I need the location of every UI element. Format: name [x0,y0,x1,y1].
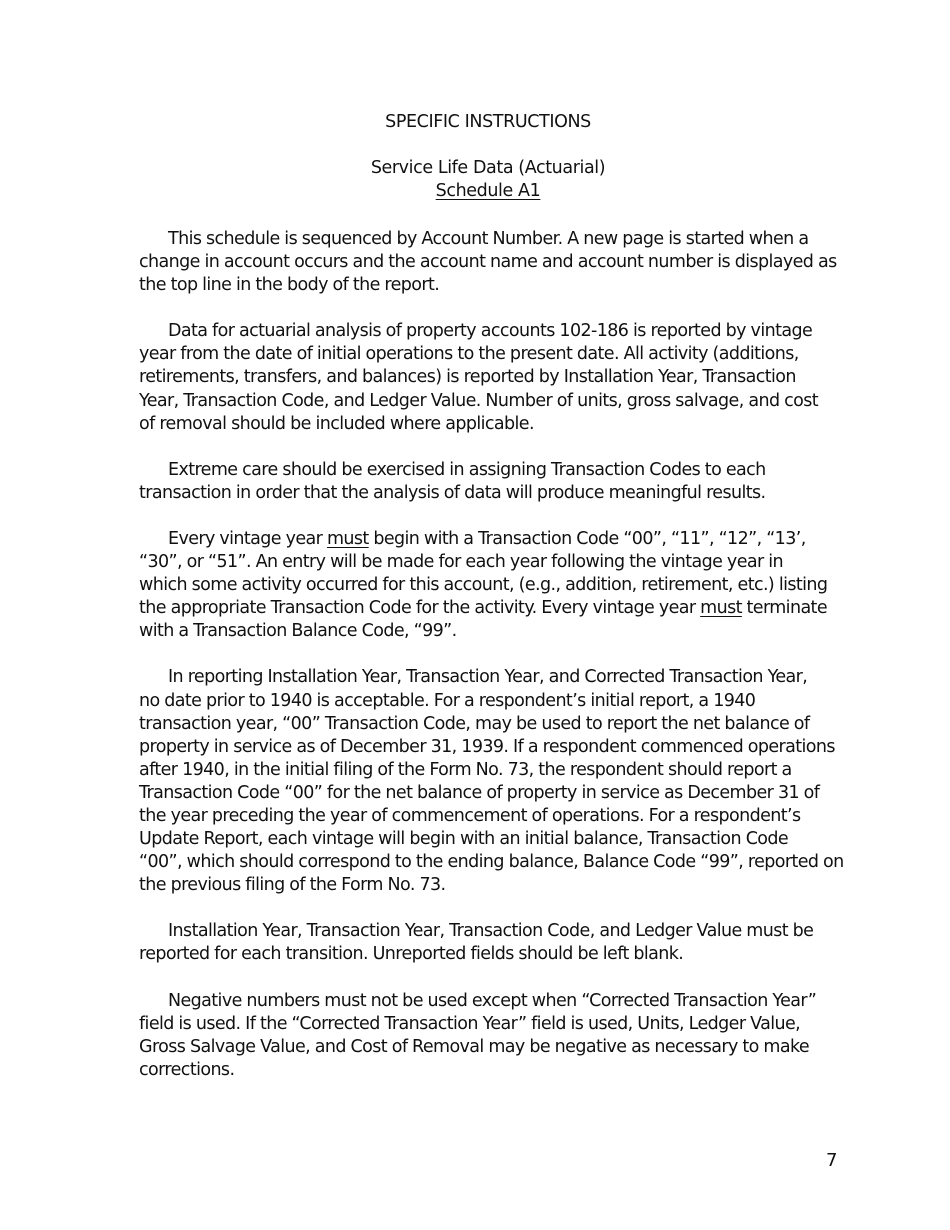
paragraph-line: This schedule is sequenced by Account Number. A new page is started when a [168,229,809,249]
paragraph-line: transaction in order that the analysis of data will produce meaningful results. [139,482,766,503]
paragraph-line: the top line in the body of the report. [139,275,440,296]
paragraph-line: retirements, transfers, and balances) is reported by Installation Year, Transaction [139,367,796,388]
paragraph-line: Transaction Code “00” for the net balance of property in service as December 31 of [139,782,820,803]
paragraph-line: which some activity occurred for this account, (e.g., addition, retirement, etc.) listing [139,575,828,596]
paragraph-line: change in account occurs and the account name and account number is displayed as [139,252,837,273]
page-number: 7 [826,1150,838,1171]
section-subtitle: Service Life Data (Actuarial) [370,158,606,178]
instructions-body [139,228,844,1105]
page-title: SPECIFIC INSTRUCTIONS [385,112,591,132]
text-run: the appropriate Transaction Code for the activity. Every vintage year [139,598,701,619]
paragraph-line: of removal should be included where applicable. [139,413,534,434]
paragraph-line: “00”, which should correspond to the ending balance, Balance Code “99”, reported on [139,852,844,873]
paragraph-line: In reporting Installation Year, Transaction Year, and Corrected Transaction Year, [168,667,808,688]
text-run: Every vintage year [168,528,327,549]
text-run: begin with a Transaction Code “00”, “11”, “12”, “13’, [368,528,806,549]
paragraph-line: corrections. [139,1059,235,1080]
paragraph-line: property in service as of December 31, 1939. If a respondent commenced operations [139,736,835,757]
paragraph-6 [139,920,841,966]
paragraph-4 [139,528,841,643]
paragraph-7 [139,990,841,1082]
paragraph-line: Negative numbers must not be used except when “Corrected Transaction Year” [168,990,817,1011]
emphasis-must: must [700,598,742,619]
paragraph-line: reported for each transition. Unreported fields should be left blank. [139,944,684,965]
paragraph-line: Year, Transaction Code, and Ledger Value. Number of units, gross salvage, and cost [139,390,819,411]
paragraph-line [139,597,841,620]
paragraph-5 [139,666,844,897]
paragraph-line: Update Report, each vintage will begin with an initial balance, Transaction Code [139,829,789,850]
paragraph-3 [139,459,841,505]
paragraph-line: no date prior to 1940 is acceptable. For a respondent’s initial report, a 1940 [139,690,756,711]
paragraph-line: field is used. If the “Corrected Transaction Year” field is used, Units, Ledger Value, [139,1013,801,1034]
paragraph-line: the previous filing of the Form No. 73. [139,875,446,896]
paragraph-line: with a Transaction Balance Code, “99”. [139,621,457,642]
text-run: terminate [741,598,827,619]
paragraph-line: Gross Salvage Value, and Cost of Removal may be negative as necessary to make [139,1036,810,1057]
paragraph-line: Data for actuarial analysis of property accounts 102-186 is reported by vintage [168,321,813,342]
schedule-label: Schedule A1 [435,181,541,201]
paragraph-line: after 1940, in the initial filing of the Form No. 73, the respondent should report a [139,759,792,780]
paragraph-1 [139,228,841,297]
paragraph-2 [139,320,841,435]
paragraph-line: Extreme care should be exercised in assigning Transaction Codes to each [168,459,766,480]
emphasis-must: must [326,528,369,549]
paragraph-line: year from the date of initial operations to the present date. All activity (additions, [139,344,799,365]
paragraph-line: the year preceding the year of commencement of operations. For a respondent’s [139,805,801,826]
schedule-label-row [0,180,950,203]
paragraph-line: transaction year, “00” Transaction Code, may be used to report the net balance of [139,713,810,734]
paragraph-line: Installation Year, Transaction Year, Transaction Code, and Ledger Value must be [168,921,814,942]
paragraph-line: “30”, or “51”. An entry will be made for each year following the vintage year in [139,552,783,573]
paragraph-line [139,528,841,551]
